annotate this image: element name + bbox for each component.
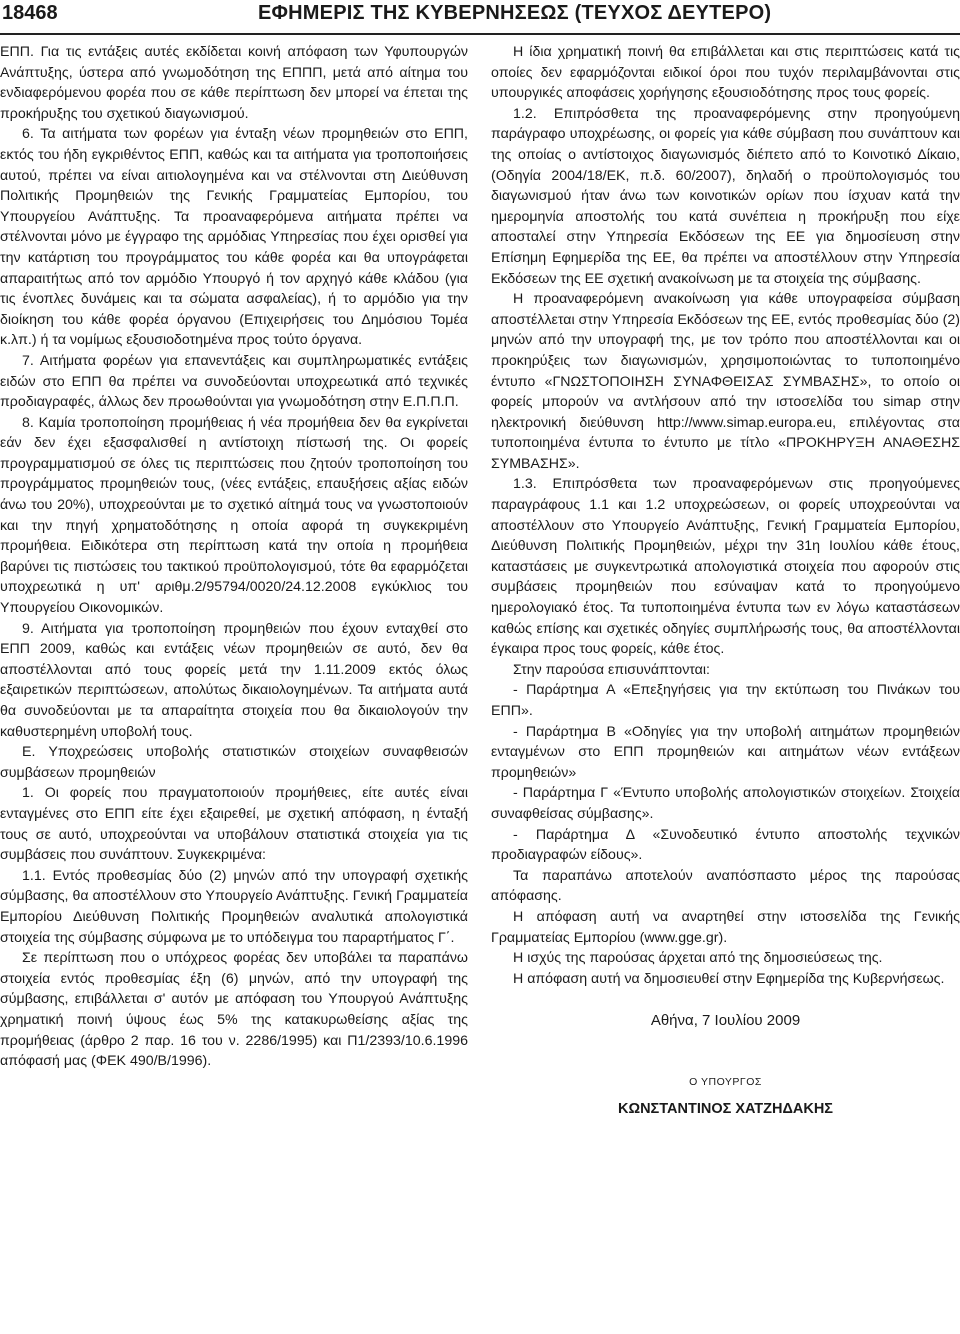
paragraph: Σε περίπτωση που ο υπόχρεος φορέας δεν υποβάλει τα παραπάνω στοιχεία εντός προθεσμίας έξη (6) μηνών, από την υπογραφή της σύμβασης, επιβάλλεται σ' αυτόν με απόφαση του Υπουργού Ανάπτυξης χρηματική ποινή ύψους έως 5% της κατακυρωθείσης αξίας της προμήθειας (άρθρο 2 παρ. 16 του ν. 2286/1995) και Π1/2393/10.6.1996 απόφασή μας (ΦΕΚ 490/Β/1996). [0,950,468,1070]
paragraph: Στην παρούσα επισυνάπτονται: [513,661,710,678]
paragraph: Η απόφαση αυτή να δημοσιευθεί στην Εφημερίδα της Κυβερνήσεως. [513,970,945,987]
right-column [491,42,960,1119]
paragraph: Τα παραπάνω αποτελούν αναπόσπαστο μέρος της παρούσας απόφασης. [491,867,960,905]
paragraph: 1. Οι φορείς που πραγματοποιούν προμήθειες, είτε αυτές είναι ενταγμένες στο ΕΠΠ είτε έχει εξαιρεθεί, με σχετική απόφαση, η ένταξή τους σε αυτό, υποχρεούνται να υποβάλουν στατιστικά στοιχεία για τις συμβάσεις που συνάπτουν. Συγκεκριμένα: [0,785,468,864]
paragraph: 6. Τα αιτήματα των φορέων για ένταξη νέων προμηθειών στο ΕΠΠ, εκτός του ήδη εγκριθέντος ΕΠΠ, καθώς και τα αιτήματα για τροποποιήσεις αυτού, πρέπει να είναι αιτιολογημένα και να στέλνονται στη Διεύθυνση Πολιτικής Προμηθειών της Γενικής Γραμματείας Εμπορίου, του Υπουργείου Ανάπτυξης. Τα προαναφερόμενα αιτήματα πρέπει να στέλνονται μόνο με έγγραφο της αρμόδιας Υπηρεσίας που έχει ορισθεί για την κατάρτιση του προγράμματος του κάθε φορέα και θα υπογράφεται απαραιτήτως από τον αρμόδιο Υπουργό ή τον αρχηγό κάθε κλάδου (για τις ένοπλες δυνάμεις και τα σώματα ασφαλείας), ή το αρμόδιο για την διοίκηση του κάθε φορέα όργανου (Επιχειρήσεις του Δημόσιου Τομέα κ.λπ.) ή τα νομίμως εξουσιοδοτημένα προς τούτο όργανα. [0,126,468,349]
paragraph: 1.3. Επιπρόσθετα των προαναφερόμενων στις προηγούμενες παραγράφους 1.1 και 1.2 υποχρεώσεων, οι φορείς υποχρεούνται να αποστέλλουν στο Υπουργείο Ανάπτυξης, Γενική Γραμματεία Εμπορίου, Διεύθυνση Πολιτικής Προμηθειών, μέχρι την 31η Ιουλίου κάθε έτους, καταστάσεις με συγκεντρωτικά απολογιστικά στοιχεία που αφορούν στις συμβάσεις προμηθειών που εσύναψαν κατά το προηγούμενο ημερολογιακό έτος. Τα τυποποιημένα έντυπα των εν λόγω καταστάσεων καθώς επίσης και σχετικές οδηγίες συμπλήρωσής τους, θα αποστέλλονται έγκαιρα προς τους φορείς, κάθε έτος. [491,476,960,658]
section-heading: Ε. Υποχρεώσεις υποβολής στατιστικών στοιχείων συναφθεισών συμβάσεων προμηθειών [0,744,468,781]
paragraph: Η ισχύς της παρούσας άρχεται από της δημοσιεύσεως της. [513,950,883,967]
paragraph: Η ίδια χρηματική ποινή θα επιβάλλεται και στις περιπτώσεις κατά τις οποίες δεν εφαρμόζονται ειδικοί όροι που τυχόν περιλαμβάνονται στις υπουργικές αποφάσεις χορήγησης εξουσιοδότησης προς τους φορείς. [491,44,960,102]
paragraph: 9. Αιτήματα για τροποποίηση προμηθειών που έχουν ενταχθεί στο ΕΠΠ 2009, καθώς και εντάξεις νέων προμηθειών σε αυτό, δεν θα αποστέλλονται από τους φορείς μετά την 1.11.2009 εκτός όλως εξαιρετικών περιπτώσεων, απολύτως δικαιολογημένων. Τα αιτήματα αυτά θα συνοδεύονται με τα απαραίτητα στοιχεία που θα δικαιολογούν την καθυστερημένη υποβολή τους. [0,620,468,740]
page-number: 18468 [2,2,58,24]
page-header [0,0,960,40]
annex-item: - Παράρτημα Γ «Έντυπο υποβολής απολογιστικών στοιχείων. Στοιχεία συναφθείσας σύμβασης». [491,785,960,822]
journal-title: ΕΦΗΜΕΡΙΣ ΤΗΣ ΚΥΒΕΡΝΗΣΕΩΣ (ΤΕΥΧΟΣ ΔΕΥΤΕΡΟ) [258,2,772,24]
paragraph: 8. Καμία τροποποίηση προμήθειας ή νέα προμήθεια δεν θα εγκρίνεται εάν δεν έχει εξασφαλισθεί η αντίστοιχη πίστωσή της. Οι φορείς προγραμματισμού σε όλες τις περιπτώσεις που ζητούν τροποποίηση του προγράμματος προμηθειών τους, (νέες εντάξεις, επαυξήσεις αξίας ειδών άνω του 20%), υποχρεούνται με το σχετικό αίτημά τους να γνωστοποιούν και την πηγή χρηματοδότησης η οποία αφορά τη συγκεκριμένη προμήθεια. Ειδικότερα στη περίπτωση κατά την οποία η προμήθεια βαρύνει τις πιστώσεις του τακτικού προϋπολογισμού, τότε θα εφαρμόζεται υποχρεωτικά η υπ' αριθμ.2/95794/0020/24.12.2008 εγκύκλιος του Υπουργείου Οικονομικών. [0,414,468,617]
signatory-role: Ο ΥΠΟΥΡΓΟΣ [689,1075,762,1088]
paragraph: 1.1. Εντός προθεσμίας δύο (2) μηνών από την υπογραφή σχετικής σύμβασης, θα αποστέλλουν στο Υπουργείο Ανάπτυξης. Γενική Γραμματεία Εμπορίου Διεύθυνση Πολιτικής Προμηθειών αναλυτικά απολογιστικά στοιχεία της σύμβασης σύμφωνα με το υπόδειγμα του παραρτήματος Γ΄. [0,867,468,946]
paragraph: 7. Αιτήματα φορέων για επανεντάξεις και συμπληρωματικές εντάξεις ειδών στο ΕΠΠ θα πρέπει να συνοδεύονται υποχρεωτικά από τεχνικές προδιαγραφές, άλλως δεν προωθούνται για γνωμοδότηση στην Ε.Π.Π.Π. [0,352,468,411]
header-rule [0,33,960,35]
signoff-block [491,1011,960,1119]
annex-item: - Παράρτημα Α «Επεξηγήσεις για την εκτύπωση του Πινάκων του ΕΠΠ». [491,682,960,719]
signatory-name: ΚΩΝΣΤΑΝΤΙΝΟΣ ΧΑΤΖΗΔΑΚΗΣ [617,1100,834,1117]
paragraph: 1.2. Επιπρόσθετα της προαναφερόμενης στην προηγούμενη παράγραφο υποχρέωσης, οι φορείς για κάθε σύμβαση που συνάπτουν και της οποίας ο αντίστοιχος διαγωνισμός διέπετο από το Κοινοτικό Δίκαιο, (Οδηγία 2004/18/ΕΚ, π.δ. 60/2007), δηλαδή ο προϋπολογισμός του διαγωνισμού ήταν άνω των κοινοτικών ορίων που ίσχυαν κατά την ημερομηνία αποστολής του κατά συνέπεια η προκήρυξη που είχε αποσταλεί στην Υπηρεσία Εκδόσεων της ΕΕ για δημοσίευση στην Επίσημη Εφημερίδα της ΕΕ, θα πρέπει να αποστέλλουν στην Υπηρεσία Εκδόσεων της ΕΕ σχετική ανακοίνωση με τα στοιχεία της σύμβασης. [491,105,960,287]
place-date: Αθήνα, 7 Ιουλίου 2009 [650,1012,801,1030]
paragraph: Η απόφαση αυτή να αναρτηθεί στην ιστοσελίδα της Γενικής Γραμματείας Εμπορίου (www.gge.gr). [491,908,960,946]
paragraph: ΕΠΠ. Για τις εντάξεις αυτές εκδίδεται κοινή απόφαση των Υφυπουργών Ανάπτυξης, ύστερα από γνωμοδότηση της ΕΠΠΠ, μετά από αίτημα του ενδιαφερόμενου φορέα που σε κάθε περίπτωση δεν μπορεί να έπεται της προκήρυξης του σχετικού διαγωνισμού. [0,44,468,122]
left-column [0,42,468,1072]
annex-item: - Παράρτημα Β «Οδηγίες για την υποβολή αιτημάτων προμηθειών ενταγμένων στο ΕΠΠ προμηθειών και αιτημάτων νέων εντάξεων προμηθειών» [491,723,960,781]
annex-item: - Παράρτημα Δ «Συνοδευτικό έντυπο αποστολής τεχνικών προδιαγραφών είδους». [491,826,960,864]
paragraph: Η προαναφερόμενη ανακοίνωση για κάθε υπογραφείσα σύμβαση αποστέλλεται στην Υπηρεσία Εκδόσεων της ΕΕ, εντός προθεσμίας δύο (2) μηνών από την υπογραφή της, με τον τρόπο που αποστέλλονται και οι προκηρύξεις των διαγωνισμών, χρησιμοποιώντας το τυποποιημένο έντυπο «ΓΝΩΣΤΟΠΟΙΗΣΗ ΣΥΝΑΦΘΕΙΣΑΣ ΣΥΜΒΑΣΗΣ», το οποίο οι φορείς μπορούν να αντλήσουν από την ιστοσελίδα του simap στην ηλεκτρονική διεύθυνση http://www.simap.europa.eu, επιλέγοντας στα τυποποιημένα έντυπα το έντυπο με τίτλο «ΠΡΟΚΗΡΥΞΗ ΑΝΑΘΕΣΗΣ ΣΥΜΒΑΣΗΣ». [491,291,960,472]
